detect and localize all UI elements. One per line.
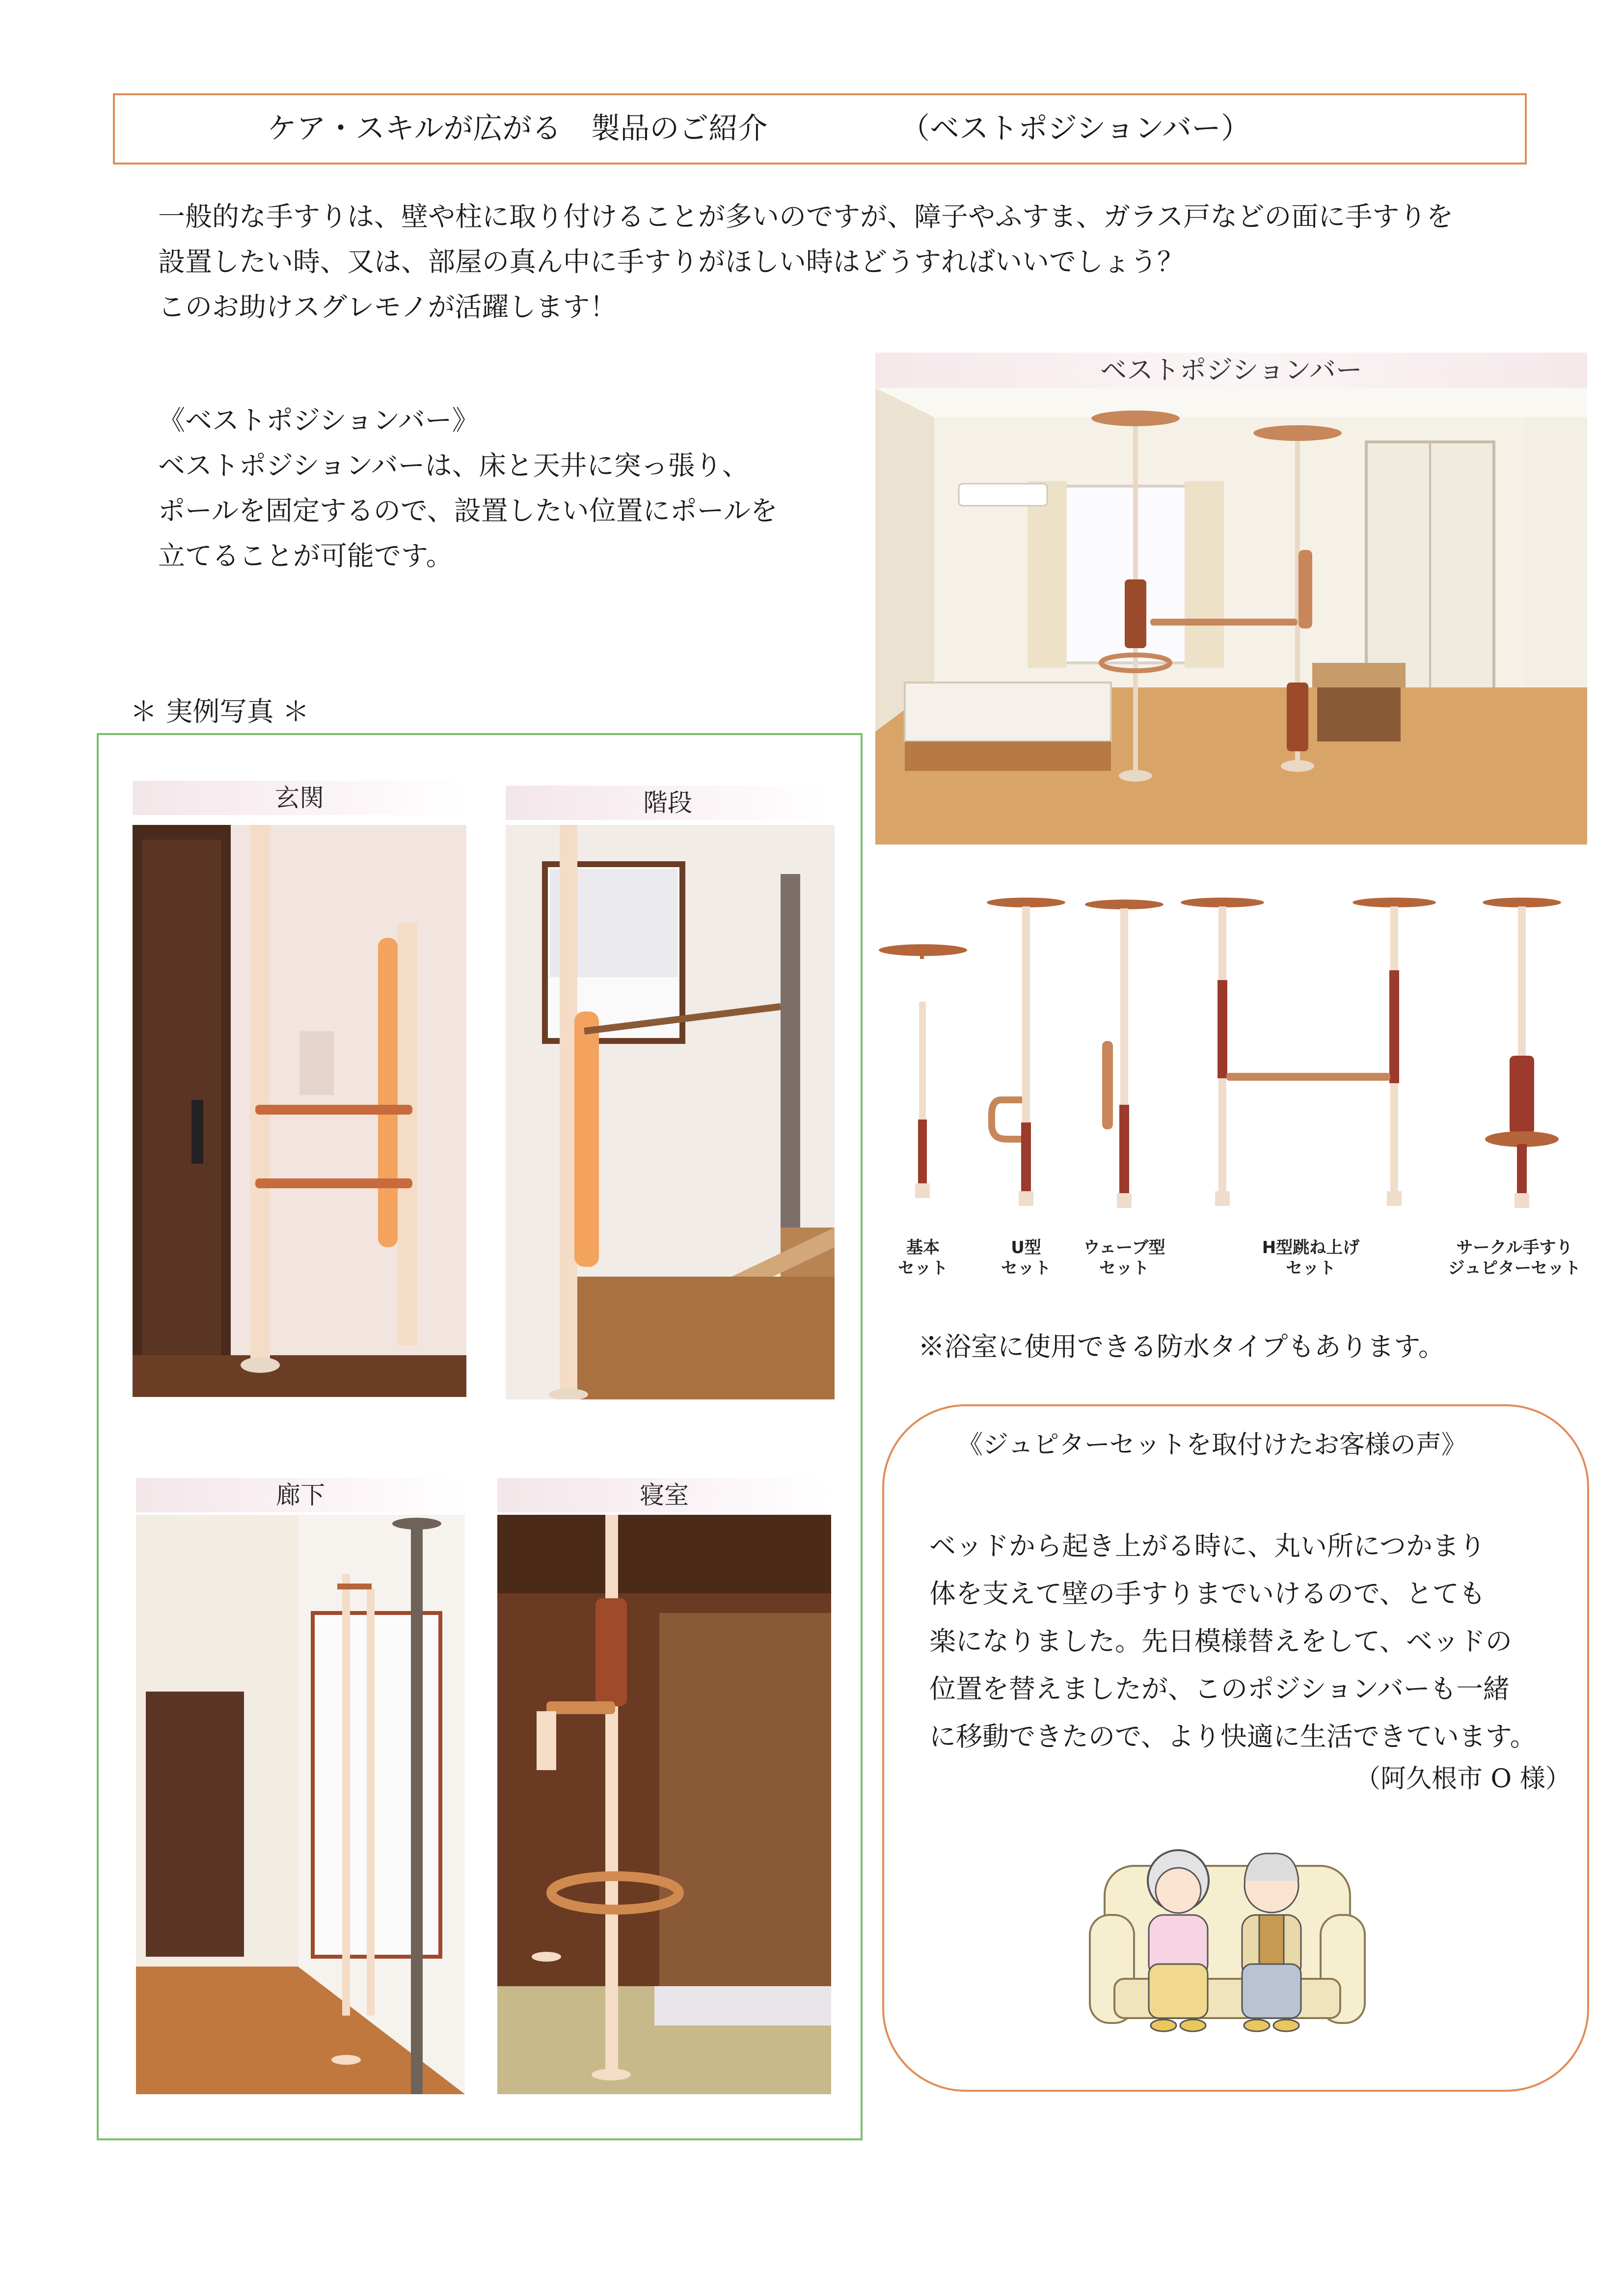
voice-line: ベッドから起き上がる時に、丸い所につかまり: [929, 1531, 1486, 1561]
set-label-line: ジュピターセット: [1448, 1258, 1581, 1278]
set-label-line: ウェーブ型: [1083, 1238, 1165, 1257]
set-label-line: セット: [898, 1258, 948, 1278]
product-description: [158, 398, 855, 578]
examples-label: ＊ 実例写真 ＊: [130, 696, 309, 727]
entrance-illustration: [133, 825, 466, 1397]
intro-line: このお助けスグレモノが活躍します！: [158, 291, 617, 323]
set-label-line: 基本: [906, 1238, 940, 1257]
set-label-wave: [1075, 1237, 1173, 1279]
photo-label-hallway: 廊下: [136, 1478, 465, 1512]
set-label-line: サークル手すり: [1456, 1238, 1573, 1257]
set-label-line: セット: [1099, 1258, 1149, 1278]
product-photo-label: ベストポジションバー: [875, 353, 1587, 388]
intro-line: 設置したい時、又は、部屋の真ん中に手すりがほしい時はどうすればいいでしょう？: [158, 246, 1185, 277]
voice-line: に移動できたので、より快適に生活できています。: [929, 1721, 1537, 1752]
voice-line: 楽になりました。先日模様替えをして、ベッドの: [929, 1626, 1512, 1657]
photo-label-stairs: 階段: [506, 786, 830, 820]
photo-label-entrance: 玄関: [133, 781, 466, 815]
sets-illustration: [879, 894, 1591, 1237]
hallway-illustration: [136, 1515, 465, 2094]
set-label-line: セット: [1286, 1258, 1336, 1278]
page-title: ケア・スキルが広がる 製品のご紹介: [267, 111, 768, 146]
couple-icon: [1085, 1817, 1370, 2038]
section-heading: 《ベストポジションバー》: [158, 405, 479, 436]
stairs-photo: [506, 825, 835, 1399]
title-box: [113, 93, 1527, 164]
product-name-title: （ベストポジションバー）: [900, 111, 1251, 146]
bedroom-photo: [497, 1515, 831, 2094]
room-photo: [875, 388, 1587, 845]
set-label-line: H型跳ね上げ: [1262, 1238, 1360, 1257]
description-line: 立てることが可能です。: [158, 540, 453, 572]
set-label-basic: [893, 1237, 952, 1279]
set-label-line: U型: [1011, 1238, 1041, 1257]
description-line: ベストポジションバーは、床と天井に突っ張り、: [158, 450, 749, 481]
customer-signature: （阿久根市 O 様）: [1355, 1764, 1571, 1794]
description-line: ポールを固定するので、設置したい位置にポールを: [158, 495, 778, 526]
customer-voice-text: [929, 1522, 1537, 1760]
room-illustration: [875, 388, 1587, 845]
intro-line: 一般的な手すりは、壁や柱に取り付けることが多いのですが、障子やふすま、ガラス戸などの面に手すりを: [158, 201, 1454, 232]
elderly-couple-illustration: [1085, 1817, 1370, 2038]
voice-line: 体を支えて壁の手すりまでいけるので、とても: [929, 1578, 1486, 1609]
waterproof-note: ※浴室に使用できる防水タイプもあります。: [918, 1331, 1445, 1362]
voice-line: 位置を替えましたが、このポジションバーも一緒: [929, 1673, 1510, 1704]
set-label-u: [997, 1237, 1055, 1279]
customer-voice-title: 《ジュピターセットを取付けたお客様の声》: [957, 1430, 1467, 1460]
product-sets: [879, 894, 1591, 1296]
entrance-photo: [133, 825, 466, 1397]
photo-label-bedroom: 寝室: [497, 1478, 831, 1512]
intro-paragraph: [158, 194, 1582, 329]
set-label-line: セット: [1001, 1258, 1051, 1278]
bedroom-illustration: [497, 1515, 831, 2094]
set-label-h: [1252, 1237, 1370, 1279]
set-label-jupiter: [1443, 1237, 1586, 1279]
hallway-photo: [136, 1515, 465, 2094]
stairs-illustration: [506, 825, 835, 1399]
